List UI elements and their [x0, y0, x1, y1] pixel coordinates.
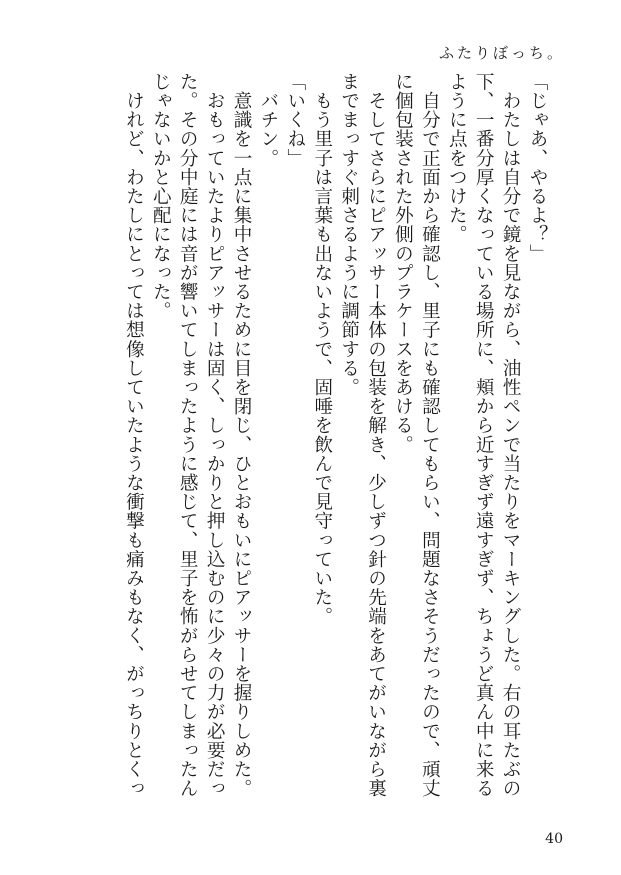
body-text [80, 72, 550, 832]
text-line: た。その分中庭には音が響いてしまったように感じて、里子を怖がらせてしまったん [177, 72, 199, 798]
text-line: ように点をつけた。 [446, 72, 468, 244]
text-line: もう里子は言葉も出ないようで、固唾を飲んで見守っていた。 [311, 72, 333, 626]
page-number: 40 [545, 831, 563, 847]
text-line: 下、一番分厚くなっている場所に、頬から近すぎず遠すぎず、ちょうど真ん中に来る [473, 72, 495, 798]
text-line: わたしは自分で鏡を見ながら、油性ペンで当たりをマーキングした。右の耳たぶの [500, 72, 522, 798]
text-line: 自分で正面から確認し、里子にも確認してもらい、問題なさそうだったので、頑丈 [419, 72, 441, 798]
text-line: バチン。 [257, 72, 279, 168]
text-line: 意識を一点に集中させるために目を閉じ、ひとおもいにピアッサーを握りしめた。 [231, 72, 253, 798]
text-line: 「いくね」 [284, 72, 306, 168]
text-line: までまっすぐ刺さるように調節する。 [338, 72, 360, 397]
text-line: そしてさらにピアッサー本体の包装を解き、少しずつ針の先端をあてがいながら裏 [365, 72, 387, 798]
text-line: けれど、わたしにとっては想像していたような衝撃も痛みもなく、がっちりとくっ [123, 72, 145, 798]
text-line: 「じゃあ、やるよ？」 [527, 72, 548, 263]
text-line: おもっていたよりピアッサーは固く、しっかりと押し込むのに少々の力が必要だっ [204, 72, 226, 798]
text-line: じゃないかと心配になった。 [150, 72, 172, 321]
running-header: ふたりぼっち。 [438, 44, 565, 62]
text-line: に個包装された外側のプラケースをあける。 [392, 72, 414, 454]
